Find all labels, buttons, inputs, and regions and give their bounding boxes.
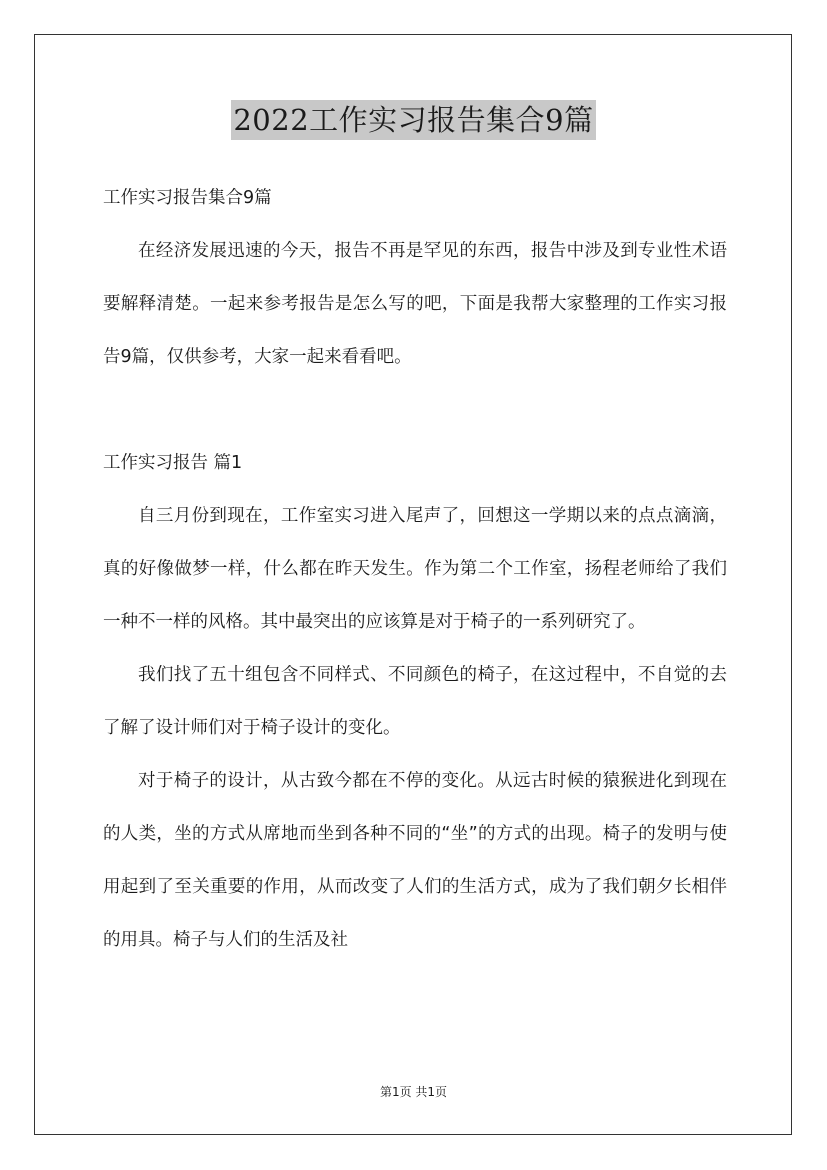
spacer (103, 384, 727, 437)
title-container (0, 100, 827, 140)
document-subtitle: 工作实习报告集合9篇 (103, 188, 272, 208)
page-footer: 第1页 共1页 (379, 1085, 448, 1099)
section-heading: 工作实习报告 篇1 (103, 453, 243, 473)
document-title: 2022工作实习报告集合9篇 (231, 100, 595, 140)
body-paragraph-2: 我们找了五十组包含不同样式、不同颜色的椅子，在这过程中，不自觉的去了解了设计师们对于椅子设计的变化。 (103, 665, 727, 738)
document-body (103, 172, 727, 967)
body-paragraph-1: 自三月份到现在，工作室实习进入尾声了，回想这一学期以来的点点滴滴，真的好像做梦一样，什么都在昨天发生。作为第二个工作室，扬程老师给了我们一种不一样的风格。其中最突出的应该算是对于椅子的一系列研究了。 (103, 506, 727, 632)
body-paragraph-3: 对于椅子的设计，从古致今都在不停的变化。从远古时候的猿猴进化到现在的人类，坐的方式从席地而坐到各种不同的“坐”的方式的出现。椅子的发明与使用起到了至关重要的作用，从而改变了人们的生活方式，成为了我们朝夕长相伴的用具。椅子与人们的生活及社 (103, 771, 727, 950)
intro-paragraph: 在经济发展迅速的今天，报告不再是罕见的东西，报告中涉及到专业性术语要解释清楚。一起来参考报告是怎么写的吧，下面是我帮大家整理的工作实习报告9篇，仅供参考，大家一起来看看吧。 (103, 241, 727, 367)
